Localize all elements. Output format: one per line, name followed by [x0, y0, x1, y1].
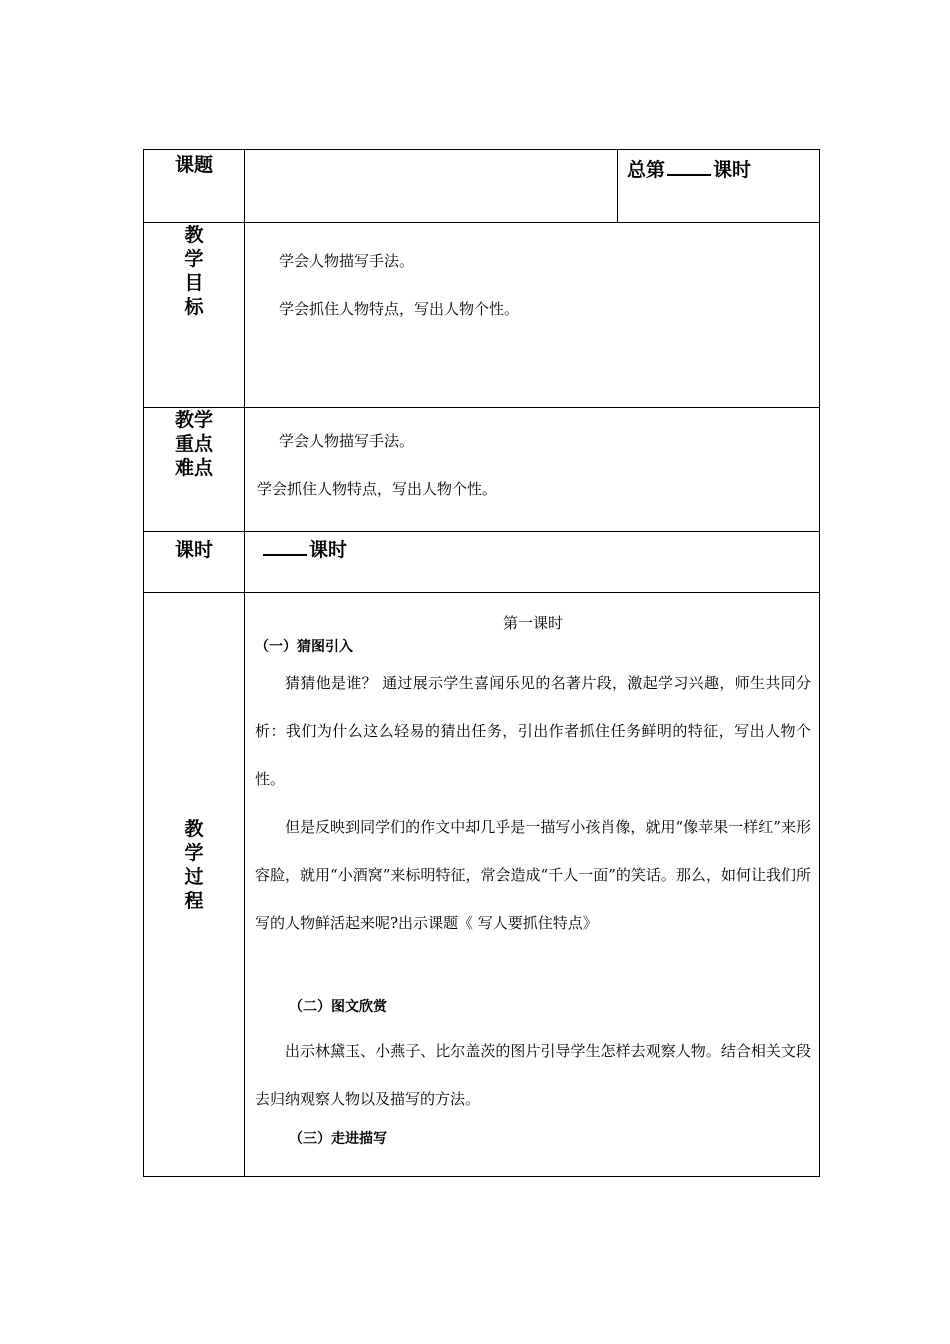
goals-content: [245, 223, 820, 408]
period-row: [144, 532, 820, 593]
process-label: [144, 593, 245, 1177]
process-label-char: 学: [184, 841, 204, 864]
focus-label: [144, 408, 245, 532]
focus-content: [245, 408, 820, 532]
focus-row: [144, 408, 820, 532]
goals-label-char: 教: [184, 224, 204, 246]
process-label-char: 教: [184, 817, 204, 840]
lesson-plan-table: [143, 149, 820, 1177]
subject-label: 课题: [144, 150, 245, 223]
section-paragraph: 出示林黛玉、小燕子、比尔盖茨的图片引导学生怎样去观察人物。结合相关文段去归纳观察人物以及描写的方法。: [255, 1042, 811, 1108]
process-label-char: 过: [184, 865, 204, 888]
goals-row: [144, 223, 820, 408]
total-period-blank: [667, 156, 711, 176]
section-paragraph: 但是反映到同学们的作文中却几乎是一描写小孩肖像，就用“像苹果一样红”来形容脸，就用“小酒窝”来标明特征，常会造成“千人一面”的笑话。那么，如何让我们所写的人物鲜活起来呢?出示课题《 写人要抓住特点》: [255, 818, 811, 932]
period-label: 课时: [144, 532, 245, 593]
goals-label: [144, 223, 245, 408]
subject-value: [245, 150, 618, 223]
focus-label-line: 教学: [174, 409, 213, 431]
section-heading: （一）猜图引入: [255, 639, 353, 655]
subject-row: [144, 150, 820, 223]
process-content: [245, 593, 820, 1177]
goal-line: 学会抓住人物特点，写出人物个性。: [279, 300, 520, 318]
process-label-char: 程: [184, 889, 204, 912]
focus-line-2: 学会抓住人物特点，写出人物个性。: [257, 480, 498, 498]
focus-line-1: 学会人物描写手法。: [279, 432, 415, 450]
period-blank: [263, 536, 307, 556]
total-period-prefix: 总第: [627, 159, 666, 181]
goals-label-char: 目: [184, 272, 204, 294]
section-paragraph: 猜猜他是谁？ 通过展示学生喜闻乐见的名著片段，激起学习兴趣，师生共同分析：我们为什么这么轻易的猜出任务，引出作者抓住任务鲜明的特征，写出人物个性。: [255, 674, 811, 788]
section-heading: （三）走进描写: [289, 1131, 387, 1147]
total-period-suffix: 课时: [713, 159, 752, 181]
process-row: [144, 593, 820, 1177]
goals-label-char: 标: [184, 296, 204, 318]
period-cell: [245, 532, 820, 593]
period-suffix: 课时: [309, 539, 348, 561]
section-heading: （二）图文欣赏: [289, 999, 387, 1015]
focus-label-line: 重点: [174, 433, 213, 455]
focus-label-line: 难点: [174, 457, 213, 479]
goal-line: 学会人物描写手法。: [279, 252, 415, 270]
goals-label-char: 学: [184, 248, 204, 270]
lesson-title: 第一课时: [502, 614, 563, 632]
total-period-cell: [618, 150, 820, 223]
